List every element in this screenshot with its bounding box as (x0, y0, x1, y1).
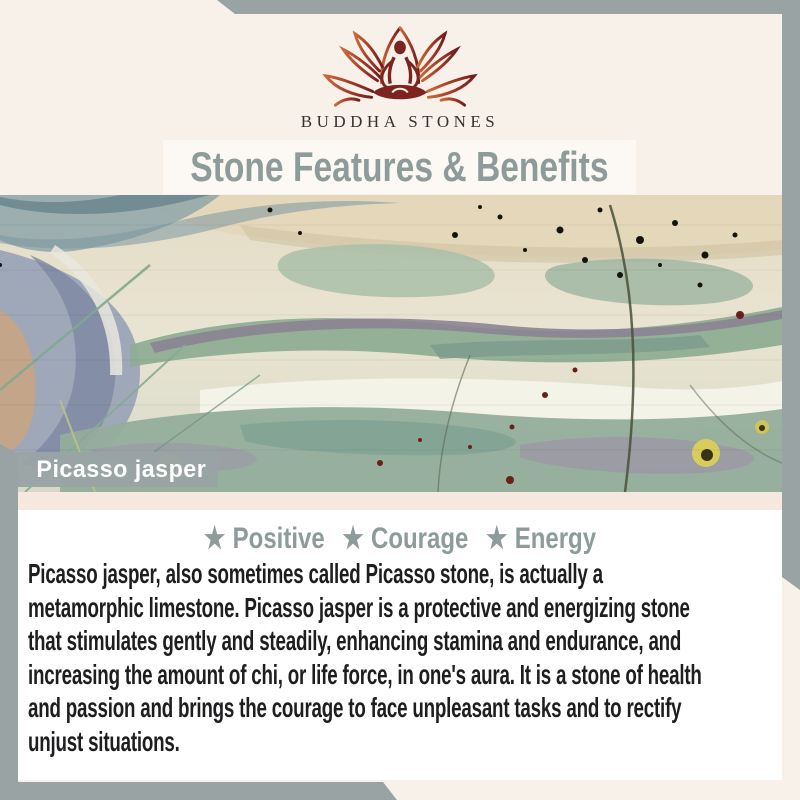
star-icon: ★ (203, 522, 226, 555)
section-title-banner (163, 140, 636, 194)
benefit-item-courage (342, 522, 468, 556)
star-icon: ★ (342, 522, 364, 555)
description-paragraph (28, 557, 782, 758)
benefit-item-positive (204, 522, 325, 556)
benefit-label: Positive (232, 522, 325, 555)
pink-gap-strip (18, 490, 782, 512)
description-line: Picasso jasper, also sometimes called Picasso stone, is actually a (28, 558, 603, 589)
stone-photo (0, 195, 782, 492)
description-line: unjust situations. (28, 725, 180, 757)
benefits-row (94, 522, 705, 556)
benefit-label: Energy (514, 522, 597, 555)
frame-top-bar (0, 0, 800, 14)
content-panel (18, 510, 782, 780)
description-line: that stimulates gently and steadily, enhancing stamina and endurance, and (28, 625, 682, 656)
stone-name-text: Picasso jasper (36, 455, 207, 483)
benefit-label: Courage (371, 522, 469, 555)
description-line: metamorphic limestone. Picasso jasper is a protective and energizing stone (28, 591, 690, 623)
benefit-item-energy (486, 522, 596, 556)
stone-name-label (18, 452, 218, 487)
frame-bottom-bar (0, 782, 400, 800)
lotus-meditation-logo-icon (300, 22, 500, 112)
description-line: increasing the amount of chi, or life force, in one's aura. It is a stone of health (28, 658, 702, 690)
star-icon: ★ (485, 522, 508, 555)
brand-name: BUDDHA STONES (300, 112, 500, 131)
section-title: Stone Features & Benefits (190, 143, 609, 190)
description-line: and passion and brings the courage to face unpleasant tasks and to rectify (28, 692, 682, 723)
